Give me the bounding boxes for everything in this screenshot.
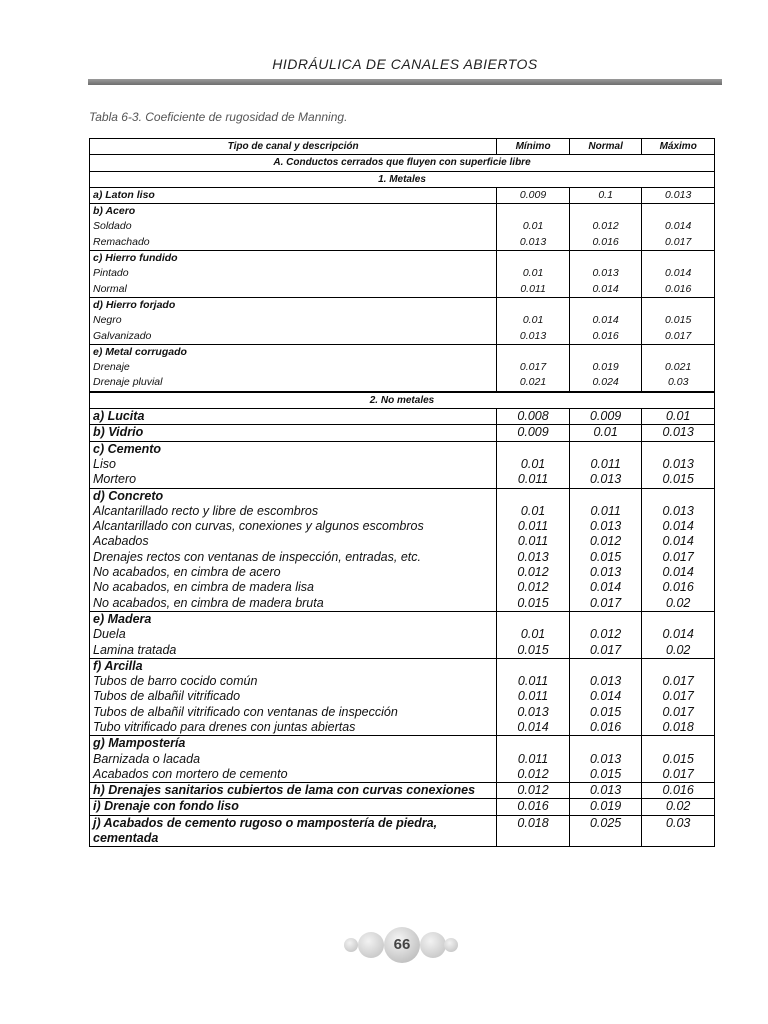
value-normal: 0.015	[569, 550, 642, 565]
table-row	[90, 282, 715, 298]
subsection-no-metales-title: 2. No metales	[90, 392, 715, 409]
value-minimo: 0.011	[497, 519, 570, 534]
value-minimo: 0.01	[497, 313, 570, 328]
row-description: Tubos de albañil vitrificado con ventanas de inspección	[93, 704, 398, 719]
value-minimo: 0.01	[497, 457, 570, 472]
table-row	[90, 235, 715, 251]
row-description: Soldado	[93, 220, 132, 233]
value-minimo: 0.012	[497, 580, 570, 595]
table-caption: Tabla 6-3. Coeficiente de rugosidad de Manning.	[89, 110, 348, 124]
row-description: Tubo vitrificado para drenes con juntas abiertas	[93, 719, 356, 734]
value-normal: 0.012	[569, 534, 642, 549]
value-maximo	[642, 736, 715, 752]
row-description: Barnizada o lacada	[93, 751, 201, 766]
value-normal: 0.019	[569, 360, 642, 375]
value-maximo: 0.016	[642, 580, 715, 595]
row-description: Mortero	[93, 472, 137, 487]
value-minimo: 0.011	[497, 534, 570, 549]
table-row	[90, 504, 715, 519]
table-row	[90, 752, 715, 767]
value-maximo: 0.013	[642, 457, 715, 472]
group-title: g) Mampostería	[90, 736, 497, 752]
value-minimo: 0.011	[497, 472, 570, 488]
col-header-description: Tipo de canal y descripción	[90, 139, 497, 155]
value-maximo: 0.014	[642, 534, 715, 549]
table-row	[90, 425, 715, 441]
row-description: Duela	[93, 627, 126, 642]
group-title: d) Concreto	[90, 488, 497, 504]
value-minimo: 0.01	[497, 219, 570, 234]
value-normal: 0.013	[569, 674, 642, 689]
value-minimo: 0.011	[497, 282, 570, 298]
group-title: e) Madera	[90, 611, 497, 627]
value-minimo: 0.012	[497, 783, 570, 799]
value-normal: 0.013	[569, 565, 642, 580]
header-rule	[88, 79, 722, 85]
table-row	[90, 596, 715, 612]
value-minimo	[497, 204, 570, 220]
value-normal: 0.024	[569, 375, 642, 391]
value-normal: 0.014	[569, 313, 642, 328]
value-maximo: 0.02	[642, 799, 715, 815]
group-title-row	[90, 204, 715, 220]
value-maximo: 0.014	[642, 219, 715, 234]
group-title-row	[90, 611, 715, 627]
value-normal: 0.016	[569, 235, 642, 251]
table-row	[90, 674, 715, 689]
table-row	[90, 767, 715, 783]
value-minimo	[497, 611, 570, 627]
table-row	[90, 313, 715, 328]
group-title: h) Drenajes sanitarios cubiertos de lama con curvas conexiones	[90, 783, 497, 799]
value-normal: 0.016	[569, 720, 642, 736]
table-row	[90, 550, 715, 565]
row-description: Acabados con mortero de cemento	[93, 766, 288, 781]
group-title: a) Laton liso	[90, 187, 497, 203]
row-description: Normal	[93, 282, 127, 295]
value-minimo: 0.013	[497, 329, 570, 345]
value-maximo: 0.018	[642, 720, 715, 736]
pager-dot-left	[358, 932, 384, 958]
table-row	[90, 815, 715, 847]
value-minimo: 0.016	[497, 799, 570, 815]
table-row	[90, 799, 715, 815]
value-maximo: 0.017	[642, 329, 715, 345]
value-maximo: 0.02	[642, 596, 715, 612]
value-maximo	[642, 204, 715, 220]
value-minimo: 0.01	[497, 504, 570, 519]
value-minimo: 0.017	[497, 360, 570, 375]
value-minimo	[497, 297, 570, 313]
row-description: No acabados, en cimbra de madera bruta	[93, 595, 324, 610]
table-row	[90, 219, 715, 234]
group-title-row	[90, 736, 715, 752]
value-maximo: 0.017	[642, 550, 715, 565]
table-row	[90, 720, 715, 736]
group-title-row	[90, 251, 715, 267]
value-maximo: 0.014	[642, 266, 715, 281]
value-minimo: 0.011	[497, 689, 570, 704]
value-maximo: 0.013	[642, 504, 715, 519]
value-normal: 0.017	[569, 596, 642, 612]
row-description: Alcantarillado con curvas, conexiones y algunos escombros	[93, 519, 424, 534]
row-description: Lamina tratada	[93, 642, 177, 657]
value-normal	[569, 251, 642, 267]
manning-table	[89, 138, 715, 847]
page-number-badge	[340, 924, 464, 964]
row-description: Pintado	[93, 267, 129, 280]
value-normal: 0.025	[569, 815, 642, 847]
group-title: c) Cemento	[90, 441, 497, 457]
group-title: d) Hierro forjado	[90, 297, 497, 313]
value-maximo: 0.016	[642, 282, 715, 298]
value-maximo	[642, 441, 715, 457]
value-normal	[569, 736, 642, 752]
value-normal: 0.01	[569, 425, 642, 441]
value-normal: 0.014	[569, 282, 642, 298]
table-row	[90, 266, 715, 281]
value-normal	[569, 344, 642, 360]
table-header-row	[90, 139, 715, 155]
value-minimo: 0.012	[497, 565, 570, 580]
value-minimo	[497, 488, 570, 504]
value-minimo	[497, 441, 570, 457]
running-header: HIDRÁULICA DE CANALES ABIERTOS	[272, 56, 538, 72]
pager-dot-right	[420, 932, 446, 958]
value-normal	[569, 441, 642, 457]
section-a-title: A. Conductos cerrados que fluyen con superficie libre	[90, 155, 715, 171]
row-description: Drenaje	[93, 361, 130, 374]
value-minimo: 0.015	[497, 643, 570, 659]
value-maximo	[642, 658, 715, 674]
group-title-row	[90, 344, 715, 360]
section-header-row	[90, 155, 715, 171]
value-minimo: 0.021	[497, 375, 570, 391]
value-maximo: 0.017	[642, 767, 715, 783]
table-row	[90, 627, 715, 642]
value-normal: 0.009	[569, 409, 642, 425]
value-normal: 0.014	[569, 689, 642, 704]
table-row	[90, 519, 715, 534]
value-maximo	[642, 251, 715, 267]
subsection-header-row	[90, 392, 715, 409]
table-row	[90, 375, 715, 391]
value-maximo: 0.015	[642, 472, 715, 488]
value-normal: 0.017	[569, 643, 642, 659]
col-header-normal: Normal	[569, 139, 642, 155]
group-title-row	[90, 658, 715, 674]
value-minimo	[497, 251, 570, 267]
table-row	[90, 409, 715, 425]
value-minimo: 0.008	[497, 409, 570, 425]
group-title: b) Acero	[90, 204, 497, 220]
value-maximo: 0.017	[642, 674, 715, 689]
value-minimo: 0.013	[497, 705, 570, 720]
value-normal	[569, 297, 642, 313]
value-maximo: 0.015	[642, 313, 715, 328]
row-description: Alcantarillado recto y libre de escombros	[93, 503, 319, 518]
value-minimo: 0.015	[497, 596, 570, 612]
value-normal: 0.013	[569, 266, 642, 281]
value-maximo: 0.014	[642, 565, 715, 580]
value-normal: 0.014	[569, 580, 642, 595]
row-description: Remachado	[93, 235, 150, 248]
value-minimo: 0.009	[497, 425, 570, 441]
value-maximo: 0.01	[642, 409, 715, 425]
value-normal: 0.013	[569, 783, 642, 799]
table-row	[90, 472, 715, 488]
subsection-header-row	[90, 171, 715, 187]
table-row	[90, 783, 715, 799]
row-description: Tubos de albañil vitrificado	[93, 689, 241, 704]
value-normal: 0.1	[569, 187, 642, 203]
group-title: c) Hierro fundido	[90, 251, 497, 267]
value-maximo: 0.014	[642, 519, 715, 534]
value-minimo: 0.014	[497, 720, 570, 736]
row-description: Acabados	[93, 534, 149, 549]
group-title-row	[90, 488, 715, 504]
value-minimo: 0.013	[497, 550, 570, 565]
group-title: b) Vidrio	[90, 425, 497, 441]
value-minimo: 0.013	[497, 235, 570, 251]
value-maximo: 0.013	[642, 425, 715, 441]
value-maximo: 0.013	[642, 187, 715, 203]
table-row	[90, 534, 715, 549]
group-title: a) Lucita	[90, 409, 497, 425]
row-description: Liso	[93, 456, 116, 471]
value-normal	[569, 611, 642, 627]
table-row	[90, 329, 715, 345]
group-title-row	[90, 297, 715, 313]
value-normal: 0.012	[569, 219, 642, 234]
page-number: 66	[384, 927, 420, 963]
value-maximo	[642, 488, 715, 504]
value-normal: 0.011	[569, 504, 642, 519]
value-minimo: 0.011	[497, 752, 570, 767]
value-minimo: 0.01	[497, 266, 570, 281]
table-row	[90, 565, 715, 580]
row-description: Tubos de barro cocido común	[93, 674, 258, 689]
pager-dot-left-small	[344, 938, 358, 952]
value-normal: 0.015	[569, 705, 642, 720]
value-normal: 0.013	[569, 752, 642, 767]
table-row	[90, 705, 715, 720]
row-description: Drenajes rectos con ventanas de inspección, entradas, etc.	[93, 549, 421, 564]
table-row	[90, 360, 715, 375]
value-minimo: 0.011	[497, 674, 570, 689]
value-normal	[569, 488, 642, 504]
value-normal: 0.019	[569, 799, 642, 815]
group-title: j) Acabados de cemento rugoso o mampostería de piedra, cementada	[90, 815, 497, 847]
value-minimo: 0.012	[497, 767, 570, 783]
value-minimo	[497, 736, 570, 752]
table-row	[90, 689, 715, 704]
row-description: No acabados, en cimbra de acero	[93, 565, 281, 580]
group-title: f) Arcilla	[90, 658, 497, 674]
value-maximo: 0.02	[642, 643, 715, 659]
value-minimo: 0.009	[497, 187, 570, 203]
value-normal: 0.013	[569, 472, 642, 488]
col-header-minimo: Mínimo	[497, 139, 570, 155]
col-header-maximo: Máximo	[642, 139, 715, 155]
row-description: Drenaje pluvial	[93, 376, 163, 389]
table-row	[90, 643, 715, 659]
group-title-row	[90, 441, 715, 457]
value-maximo: 0.017	[642, 705, 715, 720]
subsection-metales-title: 1. Metales	[90, 171, 715, 187]
value-maximo	[642, 297, 715, 313]
value-maximo	[642, 344, 715, 360]
table-row	[90, 187, 715, 203]
value-maximo: 0.017	[642, 689, 715, 704]
value-maximo	[642, 611, 715, 627]
value-normal: 0.011	[569, 457, 642, 472]
value-normal: 0.015	[569, 767, 642, 783]
pager-dot-right-small	[444, 938, 458, 952]
table-row	[90, 457, 715, 472]
value-normal: 0.016	[569, 329, 642, 345]
row-description: Galvanizado	[93, 329, 152, 342]
value-maximo: 0.03	[642, 375, 715, 391]
group-title: i) Drenaje con fondo liso	[90, 799, 497, 815]
value-maximo: 0.015	[642, 752, 715, 767]
value-normal: 0.013	[569, 519, 642, 534]
value-minimo	[497, 658, 570, 674]
value-maximo: 0.014	[642, 627, 715, 642]
group-title: e) Metal corrugado	[90, 344, 497, 360]
value-normal	[569, 658, 642, 674]
value-normal	[569, 204, 642, 220]
row-description: Negro	[93, 314, 122, 327]
value-minimo	[497, 344, 570, 360]
value-normal: 0.012	[569, 627, 642, 642]
table-row	[90, 580, 715, 595]
row-description: No acabados, en cimbra de madera lisa	[93, 580, 314, 595]
value-minimo: 0.018	[497, 815, 570, 847]
value-maximo: 0.017	[642, 235, 715, 251]
value-maximo: 0.016	[642, 783, 715, 799]
value-maximo: 0.021	[642, 360, 715, 375]
value-minimo: 0.01	[497, 627, 570, 642]
value-maximo: 0.03	[642, 815, 715, 847]
